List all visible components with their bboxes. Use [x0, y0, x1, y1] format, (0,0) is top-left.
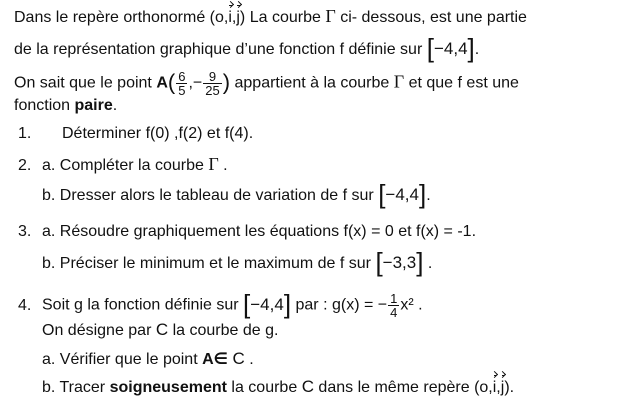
question-text: a. Compléter la courbe	[42, 157, 204, 174]
question-1	[18, 124, 253, 144]
minus-sign: −	[377, 296, 388, 314]
question-number: 2.	[18, 157, 32, 174]
period: .	[509, 379, 515, 396]
repere-notation: (o,i,j)	[209, 9, 246, 26]
question-text: b. Préciser le minimum et le maximum de f sur	[42, 255, 371, 272]
curve-c-symbol: C	[232, 349, 245, 368]
question-3a	[18, 222, 476, 242]
question-4a	[42, 349, 254, 370]
point-a-label: A	[156, 74, 168, 92]
intro-text: fonction	[14, 97, 71, 114]
question-2a	[18, 154, 228, 176]
question-2b	[42, 179, 431, 209]
curve-c-symbol: C	[301, 377, 314, 396]
question-text: On désigne par	[42, 322, 152, 339]
repere-notation: (o,i,j)	[474, 379, 510, 396]
intro-text: de la représentation graphique d’une fonction f définie sur	[14, 41, 423, 58]
fraction-6-5: $\frac{6}{5}$	[178, 69, 186, 98]
vector-i: i	[492, 379, 497, 396]
intro-line-4	[14, 96, 117, 116]
bold-soigneusement: soigneusement	[109, 379, 227, 396]
question-4-line-1	[18, 288, 423, 320]
interval-minus4-4: [−4,4]	[426, 33, 475, 63]
fraction-1-4: $\frac{1}{4}$	[390, 291, 398, 320]
question-number: 1.	[18, 125, 32, 142]
period: .	[427, 255, 433, 272]
intro-line-3: On sait que le point A( $\frac{6}{5}$ ,− $\frac{9}{25}$ ) appartient à la courbe Γ et que f est une	[14, 69, 519, 98]
gamma-symbol: Γ	[393, 71, 405, 92]
question-text: la courbe	[231, 379, 298, 396]
interval-minus4-4: [−4,4]	[378, 179, 427, 209]
question-text: la courbe de g.	[172, 322, 279, 339]
intro-text: appartient à la courbe	[234, 74, 390, 92]
vector-j: j	[236, 9, 240, 26]
intro-text: La courbe	[249, 9, 321, 26]
period: .	[112, 97, 118, 114]
question-text: dans le même repère	[318, 379, 470, 396]
interval-minus3-3: [−3,3]	[375, 247, 424, 277]
gamma-symbol: Γ	[325, 6, 336, 26]
interval-minus4-4: [−4,4]	[243, 288, 292, 319]
question-text: a. Vérifier que le point	[42, 351, 198, 368]
question-text: b. Dresser alors le tableau de variation de f sur	[42, 187, 374, 204]
intro-text: et que f est une	[408, 74, 519, 92]
intro-line-2	[14, 33, 480, 63]
point-a-membership: A∈	[202, 351, 229, 368]
question-number: 3.	[18, 223, 32, 240]
fraction-9-25: $\frac{9}{25}$	[205, 69, 220, 98]
gamma-symbol: Γ	[208, 154, 219, 174]
x-squared: x² .	[400, 296, 423, 314]
question-text: a. Résoudre graphiquement les équations f(x) = 0 et f(x) = -1.	[42, 223, 477, 240]
curve-c-symbol: C	[155, 320, 169, 339]
question-text: par : g(x) =	[295, 296, 374, 314]
period: .	[223, 157, 228, 174]
period: .	[426, 187, 431, 204]
intro-line-1	[14, 6, 527, 28]
question-text: Soit g la fonction définie sur	[42, 296, 239, 314]
intro-text: On sait que le point	[14, 74, 152, 92]
question-text: Déterminer f(0) ,f(2) et f(4).	[62, 125, 254, 142]
bold-paire: paire	[74, 97, 113, 114]
intro-text: Dans le repère orthonormé	[14, 9, 206, 26]
intro-text: ci- dessous, est une partie	[340, 9, 527, 26]
vector-i: i	[228, 9, 232, 26]
question-number: 4.	[18, 296, 32, 314]
question-4b	[42, 377, 514, 398]
question-4-line-2	[42, 320, 278, 341]
period: .	[249, 351, 254, 368]
question-text: b. Tracer	[42, 379, 106, 396]
period: .	[474, 41, 480, 58]
vector-j: j	[500, 379, 505, 396]
question-3b	[42, 247, 433, 277]
